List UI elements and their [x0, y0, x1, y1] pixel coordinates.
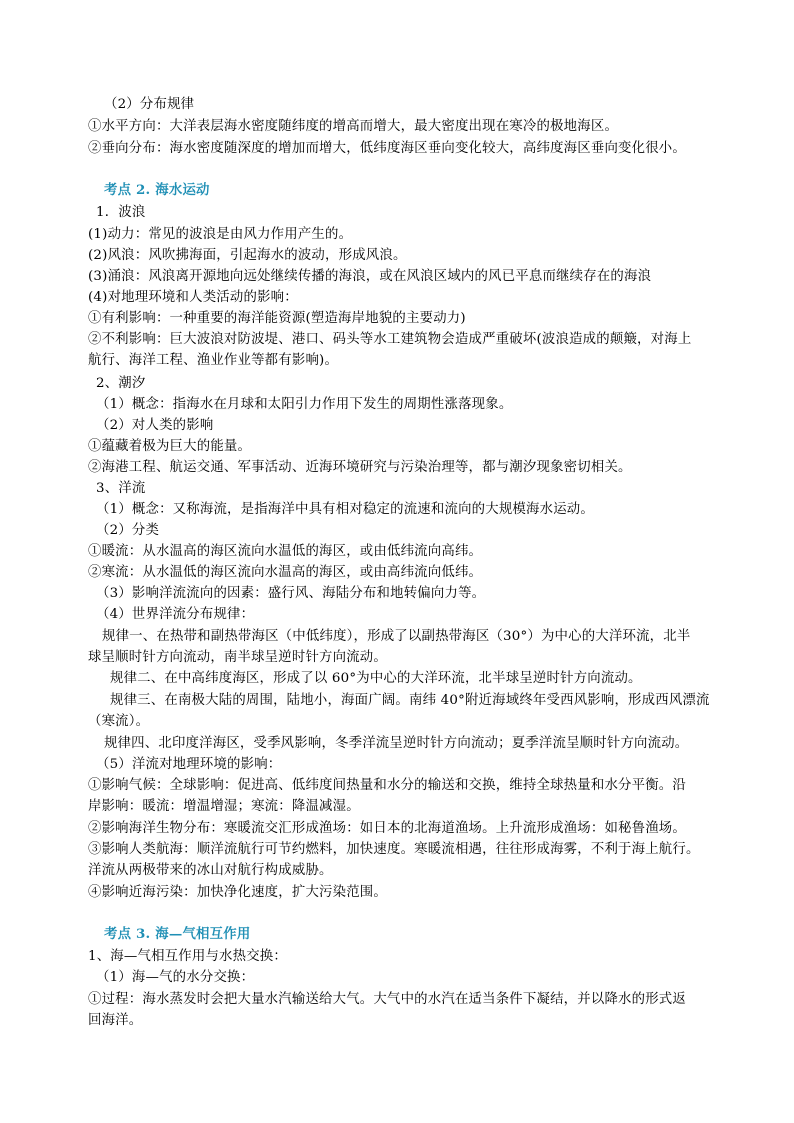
wave-impact: (4)对地理环境和人类活动的影响： [88, 290, 298, 305]
warm-current: ①暖流：从水温高的海区流向水温低的海区，或由低纬流向高纬。 [88, 544, 483, 559]
wave-good: ①有利影响：一种重要的海洋能资源(塑造海岸地貌的主要动力) [88, 311, 466, 326]
tide-energy: ①蕴藏着极为巨大的能量。 [88, 439, 252, 454]
rule-4: 规律四、北印度洋海区，受季风影响，冬季洋流呈逆时针方向流动；夏季洋流呈顺时针方向流动。 [104, 736, 689, 751]
rule-2: 规律二、在中高纬度海区，形成了以 60°为中心的大洋环流，北半球呈逆时针方向流动。 [110, 671, 642, 686]
wave-title: 1．波浪 [96, 205, 146, 220]
tide-concept: （1）概念：指海水在月球和太阳引力作用下发生的周期性涨落现象。 [96, 397, 513, 412]
air-sea-item-1: 1、海—气相互作用与水热交换： [88, 949, 287, 964]
process-line-1: ①过程：海水蒸发时会把大量水汽输送给大气。大气中的水汽在适当条件下凝结，并以降水的形式返 [88, 992, 686, 1007]
climate-line-1: ①影响气候：全球影响：促进高、低纬度间热量和水分的输送和交换，维持全球热量和水分平衡。沿 [88, 778, 686, 793]
rule-1-line-1: 规律一、在热带和副热带海区（中低纬度），形成了以副热带海区（30°）为中心的大洋环流，北半 [102, 629, 691, 644]
tide-title: 2、潮汐 [96, 376, 146, 391]
wave-bad-1: ②不利影响：巨大波浪对防波堤、港口、码头等水工建筑物会造成严重破坏(波浪造成的颠簸，对海上 [88, 332, 692, 347]
rule-3-line-1: 规律三、在南极大陆的周围，陆地小，海面广阔。南纬 40°附近海域终年受西风影响，形成西风漂流 [110, 693, 710, 708]
current-factors: （3）影响洋流流向的因素：盛行风、海陆分布和地转偏向力等。 [96, 586, 486, 601]
heading-ocean-motion: 考点 2. 海水运动 [104, 182, 210, 198]
current-title: 3、洋流 [96, 481, 146, 496]
water-exchange-title: （1）海—气的水分交换： [96, 970, 255, 985]
rule-1-line-2: 球呈顺时针方向流动，南半球呈逆时针方向流动。 [88, 650, 387, 665]
tide-impact: （2）对人类的影响 [96, 418, 214, 433]
rule-3-line-2: （寒流）。 [88, 714, 150, 729]
subsection-distribution: （2）分布规律 [104, 97, 195, 112]
current-concept: （1）概念：又称海流，是指海洋中具有相对稳定的流速和流向的大规模海水运动。 [96, 502, 594, 517]
wave-power: (1)动力：常见的波浪是由风力作用产生的。 [88, 227, 353, 242]
pattern-title: （4）世界洋流分布规律： [96, 607, 255, 622]
wave-wind: (2)风浪：风吹拂海面，引起海水的波动，形成风浪。 [88, 248, 407, 263]
navigation-line-1: ③影响人类航海：顺洋流航行可节约燃料，加快速度。寒暖流相遇，往往形成海雾，不利于海上航行。 [88, 842, 700, 857]
process-line-2: 回海洋。 [88, 1013, 143, 1028]
pollution: ④影响近海污染：加快净化速度，扩大污染范围。 [88, 885, 387, 900]
wave-bad-2: 航行、海洋工程、渔业作业等都有影响)。 [88, 353, 339, 368]
cold-current: ②寒流：从水温低的海区流向水温高的海区，或由高纬流向低纬。 [88, 565, 483, 580]
current-class: （2）分类 [96, 523, 160, 538]
density-vertical: ②垂向分布：海水密度随深度的增加而增大，低纬度海区垂向变化较大，高纬度海区垂向变化很小。 [88, 141, 686, 156]
tide-related: ②海港工程、航运交通、军事活动、近海环境研究与污染治理等，都与潮汐现象密切相关。 [88, 460, 632, 475]
density-horizontal: ①水平方向：大洋表层海水密度随纬度的增高而增大，最大密度出现在寒冷的极地海区。 [88, 119, 619, 134]
wave-swell: (3)涌浪：风浪离开源地向远处继续传播的海浪，或在风浪区域内的风已平息而继续存在的海浪 [88, 269, 652, 284]
heading-air-sea: 考点 3. 海—气相互作用 [104, 926, 251, 942]
bio-distribution: ②影响海洋生物分布：寒暖流交汇形成渔场：如日本的北海道渔场。上升流形成渔场：如秘鲁渔场。 [88, 821, 686, 836]
navigation-line-2: 洋流从两极带来的冰山对航行构成威胁。 [88, 863, 333, 878]
climate-line-2: 岸影响：暖流：增温增湿；寒流：降温减湿。 [88, 799, 360, 814]
env-title: （5）洋流对地理环境的影响： [96, 757, 282, 772]
